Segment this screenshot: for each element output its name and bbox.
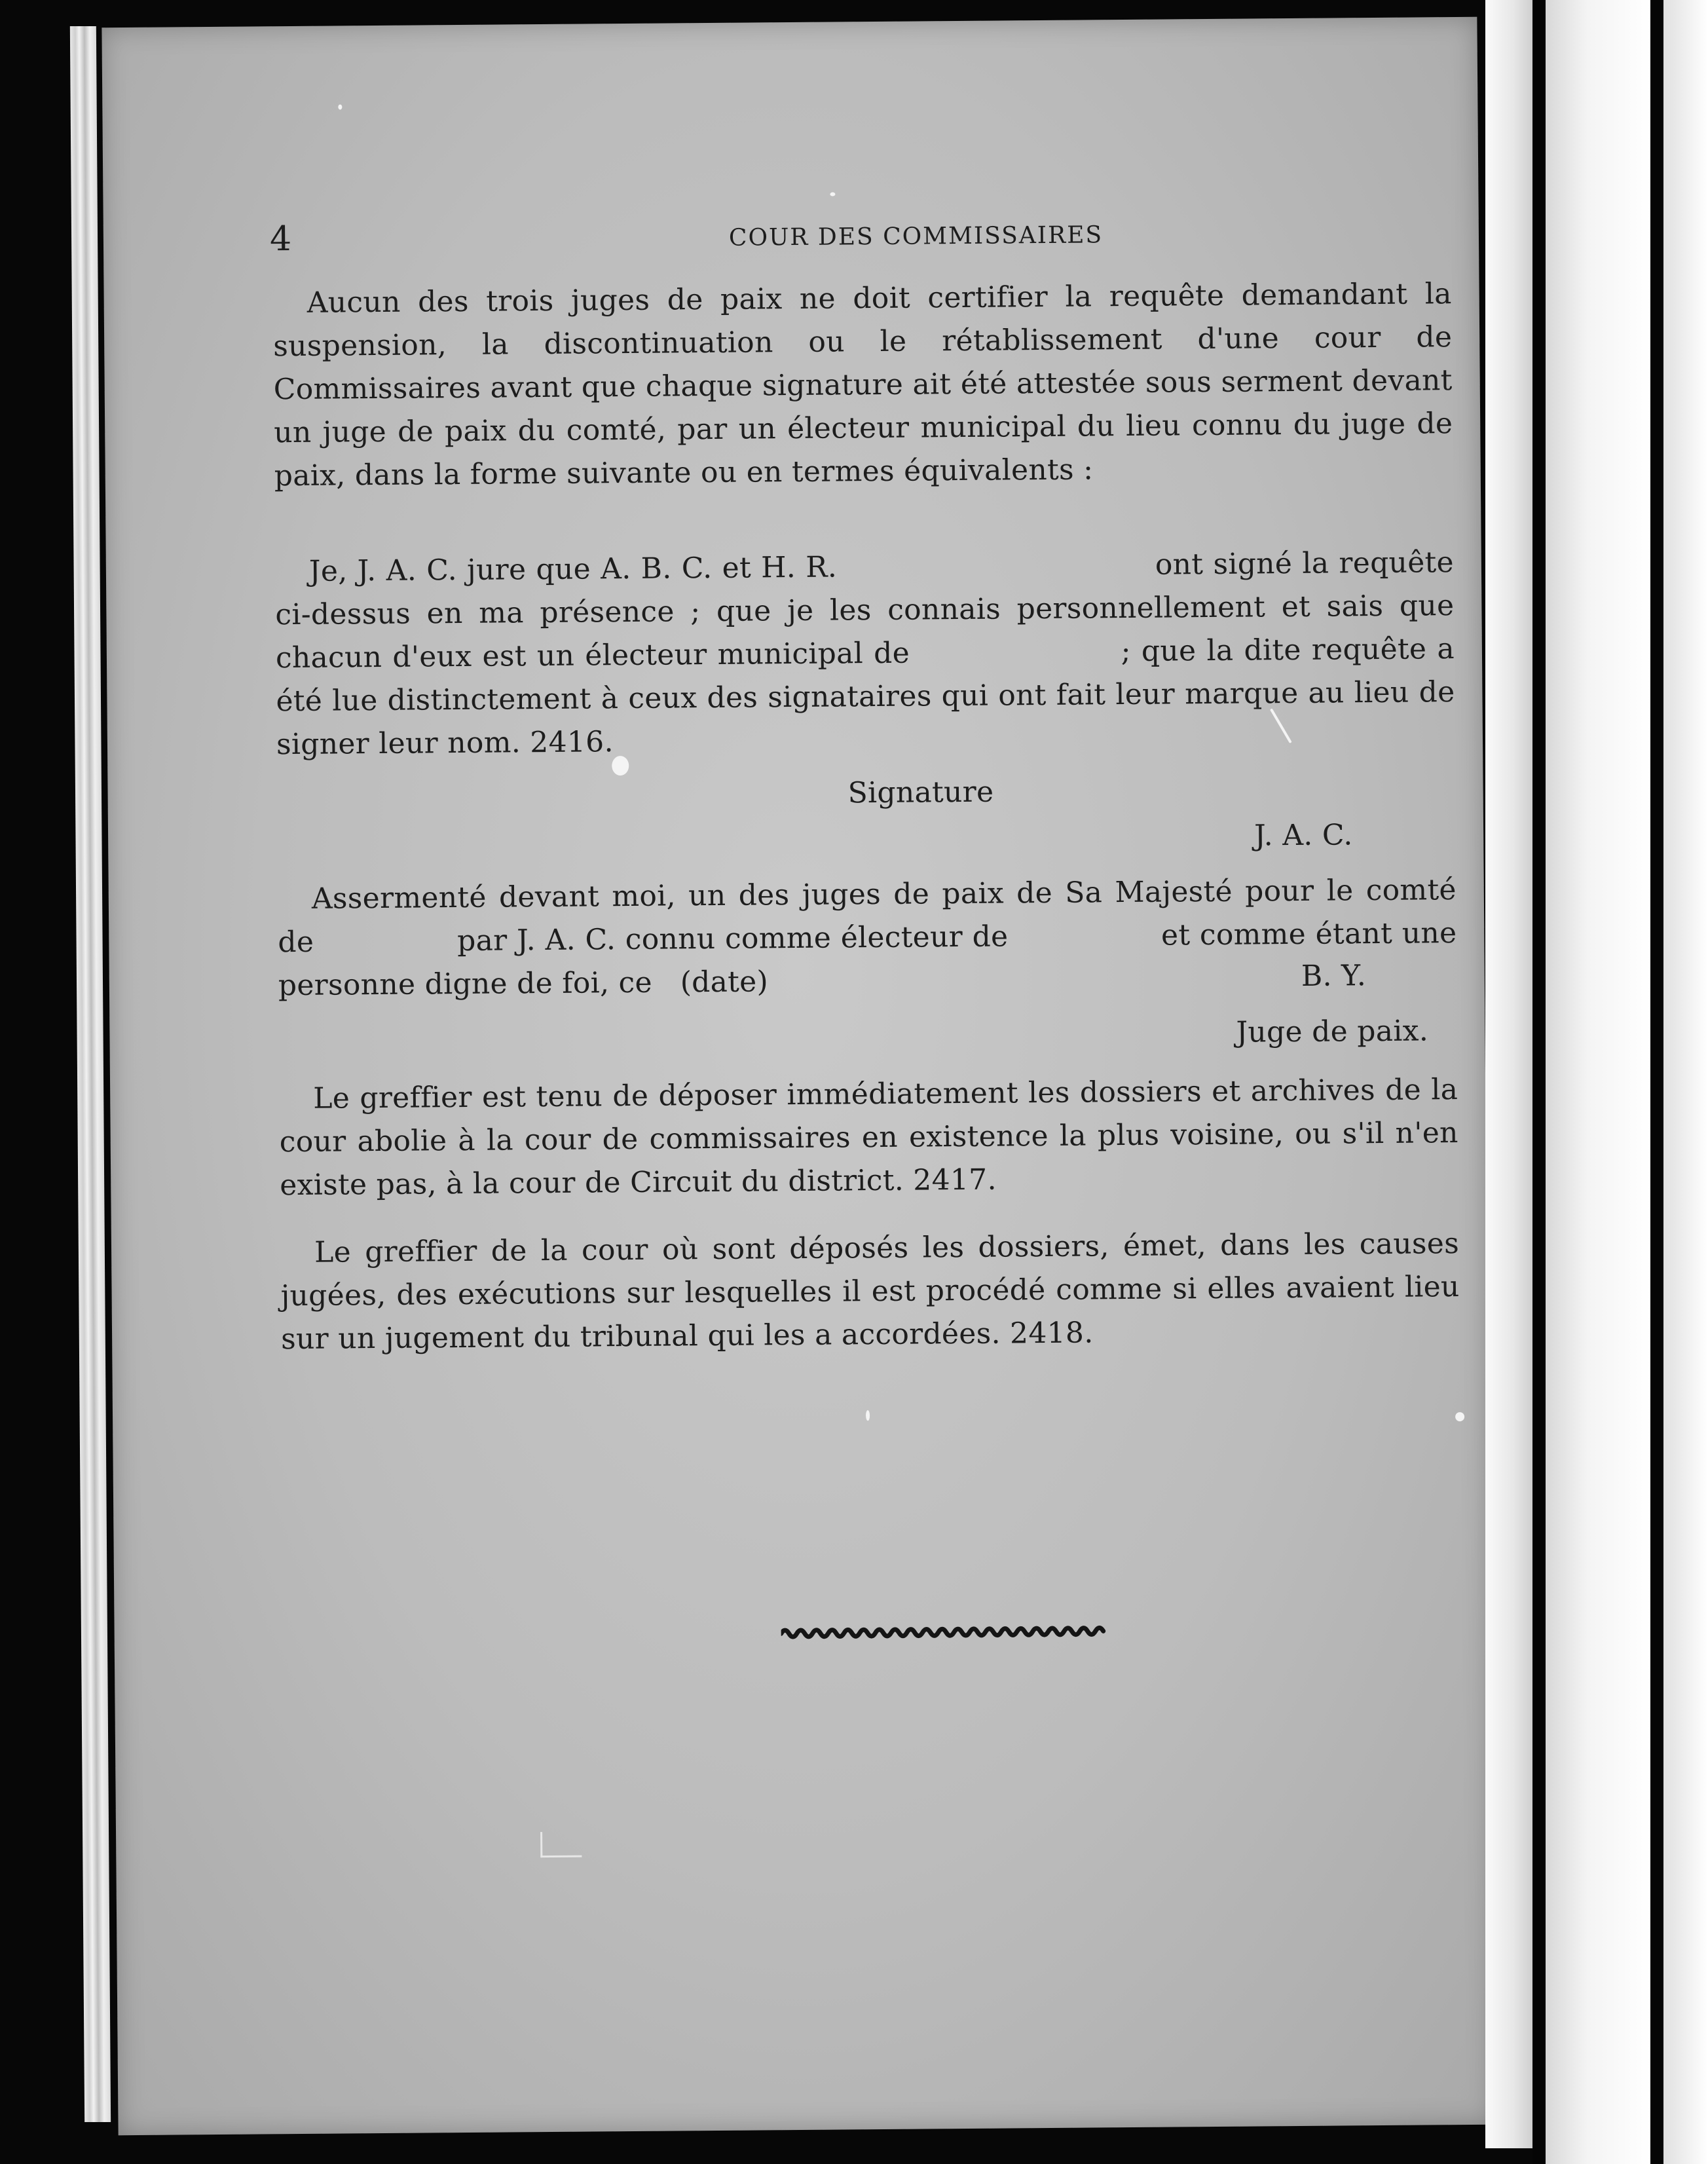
paragraph-5: [280, 1222, 1460, 1361]
paragraph-2: [275, 541, 1464, 766]
signature-label: Signature: [847, 775, 994, 810]
paragraph-1: [272, 272, 1453, 498]
paragraph-4-text: Le greffier est tenu de déposer immédiatement les dossiers et archives de la cour abolie à la cour de commissaires en existence la plus voisine, ou s'il n'en existe pas, à la cour de Circuit du district. 2417.: [279, 1073, 1458, 1203]
page-edge-right: [1485, 0, 1532, 2148]
gutter-shadow-2: [1650, 0, 1663, 2164]
signer-title: Juge de paix.: [1236, 1014, 1429, 1049]
facing-page-edge-2: [1663, 0, 1708, 2164]
signature-initials: J. A. C.: [1253, 818, 1353, 853]
wavy-rule-ornament: [781, 1623, 1106, 1641]
gutter-shadow: [1532, 0, 1546, 2164]
paragraph-4: [279, 1068, 1458, 1207]
page-number: 4: [269, 219, 292, 259]
facing-page-edge: [1546, 0, 1650, 2164]
paragraph-3: [278, 868, 1466, 1007]
paragraph-5-text: Le greffier de la cour où sont déposés les dossiers, émet, dans les causes jugées, des exécutions sur lesquelles il est procédé comme si elles avaient lieu sur un jugement du tribunal qui les a accordées. 2418.: [280, 1227, 1460, 1356]
paragraph-1-text: Aucun des trois juges de paix ne doit certifier la requête demandant la suspension, la discontinuation ou le rétablissement d'une cour de Commissaires avant que chaque signature ait été attestée sous serment devant un juge de paix du comté, par un électeur municipal du lieu connu du juge de paix, dans la forme suivante ou en termes équivalents :: [273, 277, 1453, 493]
document-page: [102, 17, 1493, 2135]
scan-artifact: [540, 1832, 582, 1857]
paper-specks: [102, 17, 1477, 28]
paragraph-2-text: Je, J. A. C. jure que A. B. C. et H. R. ont signé la requête ci-dessus en ma présence ; que je les connais personnellement et sais que chacun d'eux est un électeur municipal de ; que la dite requête a été lue distinctement à ceux des signataires qui ont fait leur marque au lieu de signer leur nom. 2416.: [275, 545, 1464, 762]
signer-initials: B. Y.: [1301, 959, 1367, 993]
paragraph-3-text: Assermenté devant moi, un des juges de paix de Sa Majesté pour le comté de par J. A. C. connu comme électeur de et comme étant une personne digne de foi, ce (date): [278, 872, 1466, 1003]
running-head: COUR DES COMMISSAIRES: [728, 221, 1104, 252]
